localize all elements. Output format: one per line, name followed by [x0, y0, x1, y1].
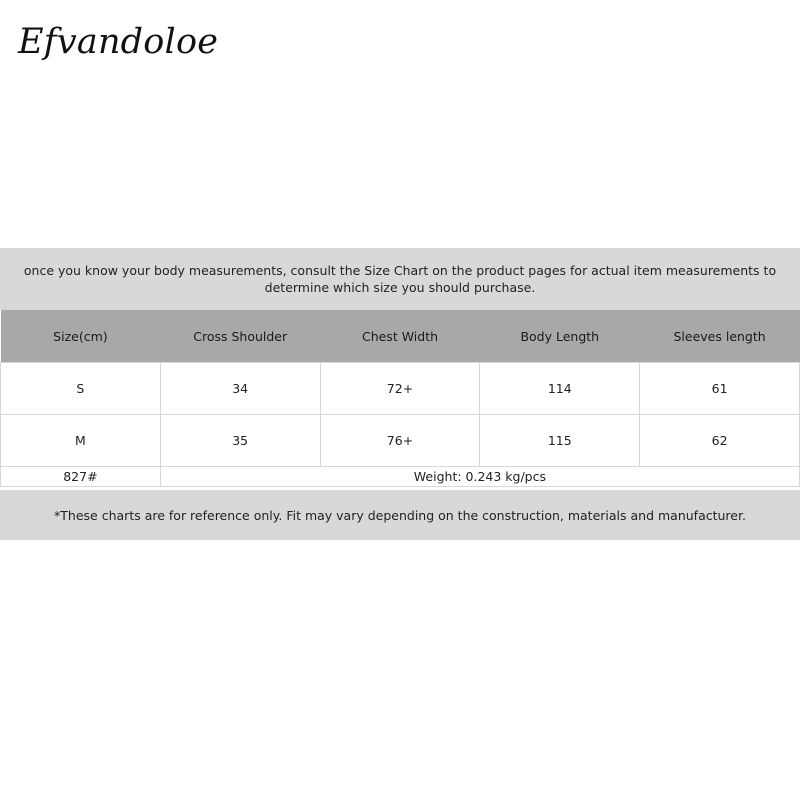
intro-banner	[0, 248, 800, 310]
item-meta-row	[1, 467, 800, 487]
item-weight: Weight: 0.243 kg/pcs	[160, 467, 799, 487]
table-row	[1, 415, 800, 467]
header-body-length: Body Length	[480, 310, 640, 363]
header-chest-width: Chest Width	[320, 310, 480, 363]
table-cell: 72+	[320, 363, 480, 415]
header-cross-shoulder: Cross Shoulder	[160, 310, 320, 363]
table-cell: M	[1, 415, 161, 467]
table-row	[1, 363, 800, 415]
footnote-banner	[0, 490, 800, 540]
brand-logo: Efvandoloe	[18, 22, 219, 62]
table-cell: 115	[480, 415, 640, 467]
table-cell: 61	[640, 363, 800, 415]
size-chart-table	[0, 310, 800, 487]
table-cell: 34	[160, 363, 320, 415]
table-header-row	[1, 310, 800, 363]
table-cell: 76+	[320, 415, 480, 467]
table-cell: 62	[640, 415, 800, 467]
intro-text: once you know your body measurements, consult the Size Chart on the product pages for actual item measurements to determine which size you should purchase.	[23, 263, 777, 295]
footnote-text: *These charts are for reference only. Fit may vary depending on the construction, materials and manufacturer.	[54, 507, 746, 523]
item-code: 827#	[1, 467, 161, 487]
table-cell: 114	[480, 363, 640, 415]
table-cell: 35	[160, 415, 320, 467]
table-cell: S	[1, 363, 161, 415]
header-size: Size(cm)	[1, 310, 161, 363]
header-sleeves-length: Sleeves length	[640, 310, 800, 363]
